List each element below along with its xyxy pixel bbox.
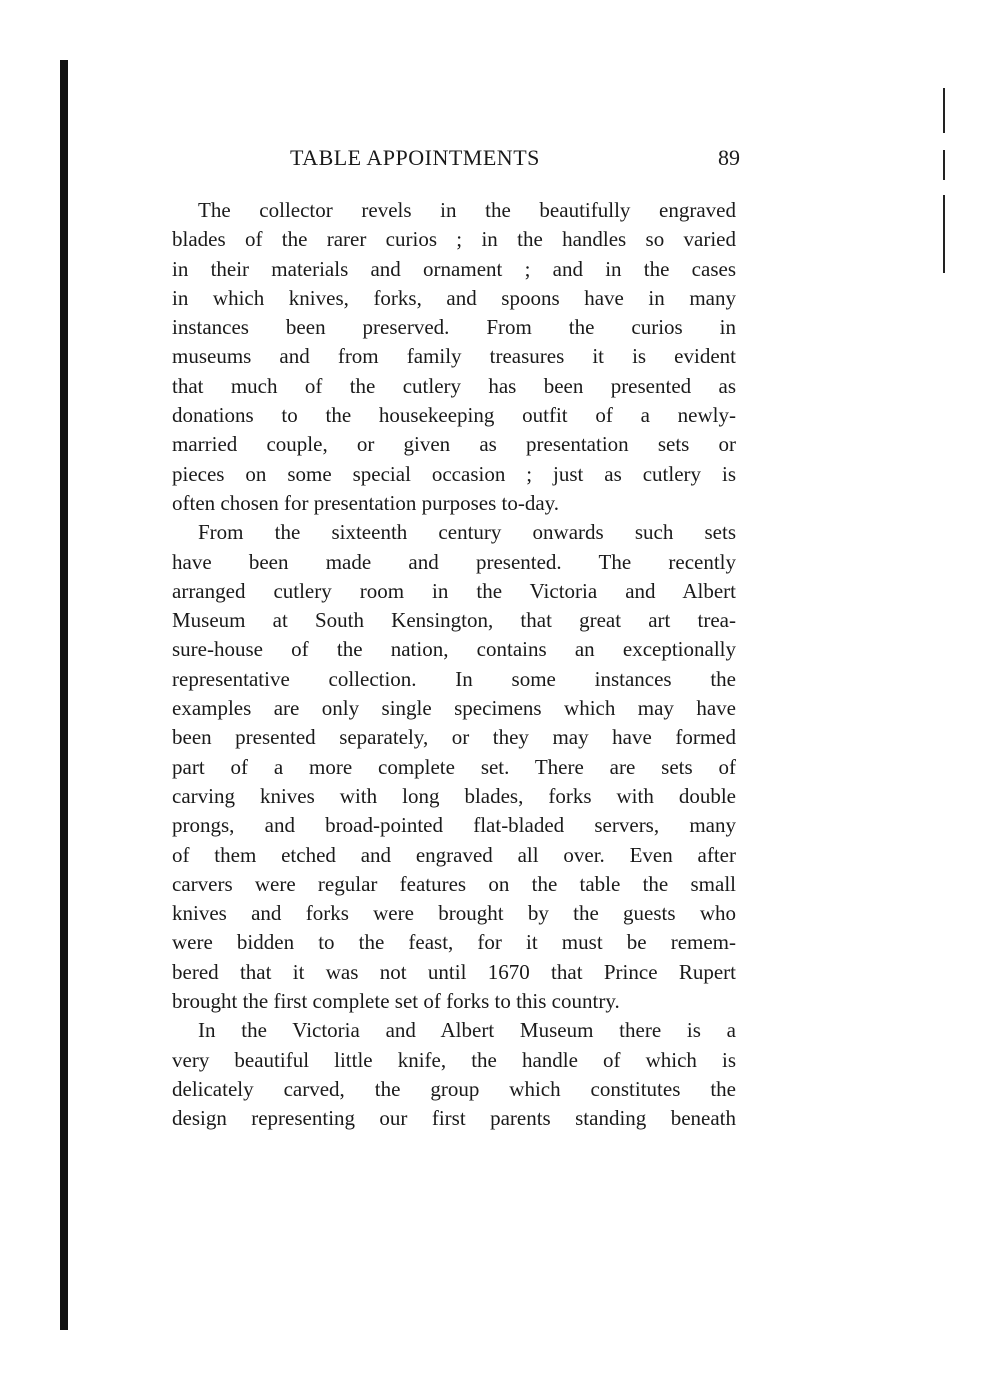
text-line: bered that it was not until 1670 that Prince Rupert xyxy=(172,959,736,984)
text-line: of them etched and engraved all over. Even after xyxy=(172,842,736,867)
text-line: examples are only single specimens which may have xyxy=(172,696,736,721)
text-line: museums and from family treasures it is evident xyxy=(172,344,736,369)
text-line: were bidden to the feast, for it must be remem- xyxy=(172,930,736,955)
text-line: delicately carved, the group which constitutes the xyxy=(172,1076,736,1101)
text-line: In the Victoria and Albert Museum there is a xyxy=(198,1018,736,1043)
scan-binding-edge xyxy=(60,60,68,1330)
text-line: part of a more complete set. There are sets of xyxy=(172,754,736,779)
text-line: carving knives with long blades, forks with double xyxy=(172,783,736,808)
text-line: that much of the cutlery has been presented as xyxy=(172,373,736,398)
running-title: TABLE APPOINTMENTS xyxy=(290,145,540,170)
text-line: Museum at South Kensington, that great art trea- xyxy=(172,608,736,633)
text-line: blades of the rarer curios ; in the handles so varied xyxy=(172,227,736,252)
page-header xyxy=(290,145,740,179)
text-line: design representing our first parents standing beneath xyxy=(172,1106,736,1131)
text-line: sure-house of the nation, contains an exceptionally xyxy=(172,637,736,662)
text-line: been presented separately, or they may have formed xyxy=(172,725,736,750)
text-line: donations to the housekeeping outfit of a newly- xyxy=(172,403,736,428)
text-line: brought the first complete set of forks to this country. xyxy=(172,989,620,1014)
text-line: From the sixteenth century onwards such sets xyxy=(198,520,736,545)
text-line: instances been preserved. From the curios in xyxy=(172,315,736,340)
text-line: very beautiful little knife, the handle of which is xyxy=(172,1047,736,1072)
text-line: arranged cutlery room in the Victoria and Albert xyxy=(172,578,736,603)
text-line: The collector revels in the beautifully engraved xyxy=(198,198,736,222)
scan-edge-mark xyxy=(943,88,945,133)
text-line: prongs, and broad-pointed flat-bladed servers, many xyxy=(172,813,736,838)
scan-edge-mark xyxy=(943,195,945,273)
paragraph xyxy=(172,196,736,518)
body-text xyxy=(172,196,736,1134)
text-line: knives and forks were brought by the guests who xyxy=(172,901,736,926)
text-line: in which knives, forks, and spoons have in many xyxy=(172,285,736,310)
text-line: have been made and presented. The recently xyxy=(172,549,736,574)
paragraph xyxy=(172,518,736,1016)
text-line: often chosen for presentation purposes to-day. xyxy=(172,490,560,515)
text-line: married couple, or given as presentation sets or xyxy=(172,432,736,457)
page-number: 89 xyxy=(718,145,740,170)
scan-edge-mark xyxy=(943,150,945,180)
paragraph xyxy=(172,1016,736,1133)
text-line: carvers were regular features on the table the small xyxy=(172,871,736,896)
text-line: pieces on some special occasion ; just as cutlery is xyxy=(172,461,736,486)
text-line: representative collection. In some instances the xyxy=(172,666,736,691)
text-line: in their materials and ornament ; and in the cases xyxy=(172,256,736,281)
